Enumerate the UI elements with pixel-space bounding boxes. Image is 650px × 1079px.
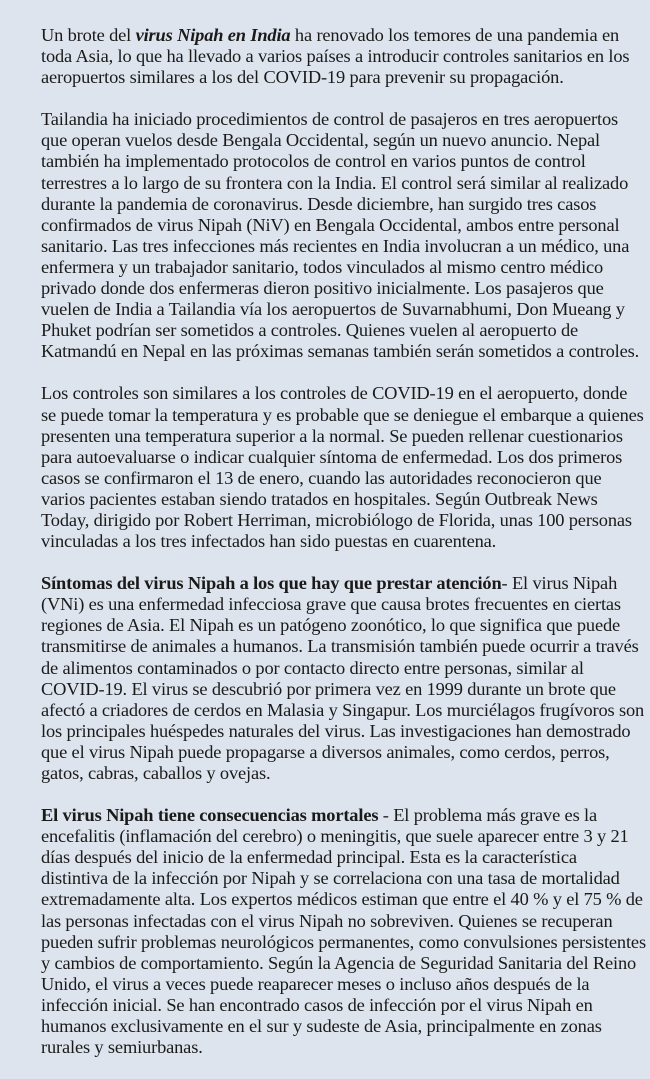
symptoms-text: - El virus Nipah (VNi) es una enfermedad infecciosa grave que causa brotes frecuentes en ciertas regiones de Asia. El Nipah es un patógeno zoonótico, lo que significa que puede transmitirse de animales a humanos. La transmisión también puede ocurrir a través de alimentos contaminados o por contacto directo entre personas, similar al COVID-19. El virus se descubrió por primera vez en 1999 durante un brote que afectó a criadores de cerdos en Malasia y Singapur. Los murciélagos frugívoros son los principales huéspedes naturales del virus. Las investigaciones han demostrado que el virus Nipah puede propagarse a diversos animales, como cerdos, perros, gatos, cabras, caballos y ovejas.	[41, 573, 645, 783]
mortality-heading: El virus Nipah tiene consecuencias mortales	[41, 805, 379, 826]
mortality-text: - El problema más grave es la encefalitis (inflamación del cerebro) o meningitis, que suele aparecer entre 3 y 21 días después del inicio de la enfermedad principal. Esta es la característica distintiva de la infección por Nipah y se correlaciona con una tasa de mortalidad extremadamente alta. Los expertos médicos estiman que entre el 40 % y el 75 % de las personas infectadas con el virus Nipah no sobreviven. Quienes se recuperan pueden sufrir problemas neurológicos permanentes, como convulsiones persistentes y cambios de comportamiento. Según la Agencia de Seguridad Sanitaria del Reino Unido, el virus a veces puede reaparecer meses o incluso años después de la infección inicial. Se han encontrado casos de infección por el virus Nipah en humanos exclusivamente en el sur y sudeste de Asia, principalmente en zonas rurales y semiurbanas.	[41, 805, 646, 1058]
symptoms-heading: Síntomas del virus Nipah a los que hay que prestar atención	[41, 573, 502, 594]
intro-body-text: ha renovado los temores de una pandemia en toda Asia, lo que ha llevado a varios países a introducir controles sanitarios en los aeropuertos similares a los del COVID-19 para prevenir su propagación.	[41, 25, 630, 88]
intro-emphasis-text: virus Nipah en India	[135, 25, 291, 45]
screening-details-text: Los controles son similares a los controles de COVID-19 en el aeropuerto, donde se puede tomar la temperatura y es probable que se deniegue el embarque a quienes presenten una temperatura superior a la normal. Se pueden rellenar cuestionarios para autoevaluarse o indicar cualquier síntoma de enfermedad. Los dos primeros casos se confirmaron el 13 de enero, cuando las autoridades reconocieron que varios pacientes estaban siendo tratados en hospitales. Según Outbreak News Today, dirigido por Robert Herriman, microbiólogo de Florida, unas 100 personas vinculadas a los tres infectados han sido puestas en cuarentena.	[41, 383, 644, 552]
mortality-paragraph	[41, 805, 646, 1058]
intro-paragraph	[41, 25, 646, 88]
symptoms-paragraph	[41, 573, 646, 784]
screening-details-paragraph	[41, 383, 646, 552]
airport-screening-paragraph	[41, 109, 646, 362]
article-body	[41, 25, 646, 1079]
intro-lead-text: Un brote del	[41, 25, 136, 45]
airport-screening-text: Tailandia ha iniciado procedimientos de control de pasajeros en tres aeropuertos que operan vuelos desde Bengala Occidental, según un nuevo anuncio. Nepal también ha implementado protocolos de control en varios puntos de control terrestres a lo largo de su frontera con la India. El control será similar al realizado durante la pandemia de coronavirus. Desde diciembre, han surgido tres casos confirmados de virus Nipah (NiV) en Bengala Occidental, ambos entre personal sanitario. Las tres infecciones más recientes en India involucran a un médico, una enfermera y un trabajador sanitario, todos vinculados al mismo centro médico privado donde dos enfermeras dieron positivo inicialmente. Los pasajeros que vuelen de India a Tailandia vía los aeropuertos de Suvarnabhumi, Don Mueang y Phuket podrían ser sometidos a controles. Quienes vuelen al aeropuerto de Katmandú en Nepal en las próximas semanas también serán sometidos a controles.	[41, 109, 640, 362]
